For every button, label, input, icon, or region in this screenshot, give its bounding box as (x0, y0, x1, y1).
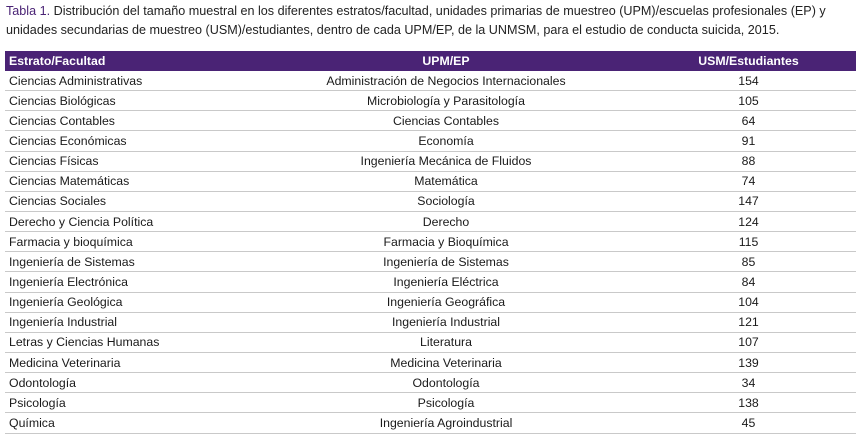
table-row (5, 151, 856, 171)
cell-usm: 64 (641, 111, 856, 131)
cell-upm: Literatura (251, 332, 641, 352)
cell-estrato: Ciencias Sociales (5, 191, 251, 211)
cell-usm: 115 (641, 232, 856, 252)
table-row (5, 352, 856, 372)
cell-usm: 74 (641, 171, 856, 191)
caption-label: Tabla 1. (6, 4, 51, 18)
cell-estrato: Farmacia y bioquímica (5, 232, 251, 252)
cell-estrato: Letras y Ciencias Humanas (5, 332, 251, 352)
cell-usm: 154 (641, 71, 856, 91)
cell-estrato: Ciencias Administrativas (5, 71, 251, 91)
sample-size-table (5, 51, 856, 434)
table-row (5, 211, 856, 231)
table-caption (6, 2, 856, 40)
cell-usm: 85 (641, 252, 856, 272)
cell-usm: 124 (641, 211, 856, 231)
cell-estrato: Ciencias Económicas (5, 131, 251, 151)
cell-estrato: Ingeniería Electrónica (5, 272, 251, 292)
cell-estrato: Derecho y Ciencia Política (5, 211, 251, 231)
cell-estrato: Psicología (5, 393, 251, 413)
header-estrato: Estrato/Facultad (5, 51, 251, 71)
cell-usm: 138 (641, 393, 856, 413)
cell-usm: 105 (641, 91, 856, 111)
table-row (5, 332, 856, 352)
cell-upm: Ingeniería de Sistemas (251, 252, 641, 272)
header-usm: USM/Estudiantes (641, 51, 856, 71)
cell-usm: 45 (641, 413, 856, 433)
cell-upm: Derecho (251, 211, 641, 231)
cell-usm: 107 (641, 332, 856, 352)
cell-upm: Medicina Veterinaria (251, 352, 641, 372)
cell-usm: 139 (641, 352, 856, 372)
cell-upm: Ingeniería Eléctrica (251, 272, 641, 292)
cell-upm: Farmacia y Bioquímica (251, 232, 641, 252)
table-row (5, 252, 856, 272)
table-row (5, 111, 856, 131)
cell-usm: 84 (641, 272, 856, 292)
cell-estrato: Ciencias Biológicas (5, 91, 251, 111)
header-upm: UPM/EP (251, 51, 641, 71)
table-row (5, 232, 856, 252)
cell-estrato: Ciencias Contables (5, 111, 251, 131)
cell-upm: Ingeniería Industrial (251, 312, 641, 332)
cell-upm: Matemática (251, 171, 641, 191)
cell-upm: Microbiología y Parasitología (251, 91, 641, 111)
cell-upm: Ingeniería Agroindustrial (251, 413, 641, 433)
cell-usm: 91 (641, 131, 856, 151)
table-row (5, 413, 856, 433)
table-row (5, 292, 856, 312)
cell-upm: Ciencias Contables (251, 111, 641, 131)
cell-upm: Odontología (251, 373, 641, 393)
cell-upm: Psicología (251, 393, 641, 413)
table-header-row (5, 51, 856, 71)
cell-usm: 34 (641, 373, 856, 393)
table-row (5, 191, 856, 211)
cell-upm: Ingeniería Mecánica de Fluidos (251, 151, 641, 171)
table-row (5, 71, 856, 91)
cell-usm: 121 (641, 312, 856, 332)
cell-usm: 147 (641, 191, 856, 211)
cell-usm: 104 (641, 292, 856, 312)
cell-estrato: Ciencias Físicas (5, 151, 251, 171)
table-row (5, 373, 856, 393)
cell-estrato: Química (5, 413, 251, 433)
cell-usm: 88 (641, 151, 856, 171)
cell-estrato: Ingeniería Geológica (5, 292, 251, 312)
table-row (5, 272, 856, 292)
table-row (5, 91, 856, 111)
caption-text: Distribución del tamaño muestral en los diferentes estratos/facultad, unidades primarias de muestreo (UPM)/escuelas profesionales (EP) y unidades secundarias de muestreo (USM)/estudiantes, dentro de cada UPM/EP, de la UNMSM, para el estudio de conducta suicida, 2015. (6, 4, 826, 37)
cell-estrato: Medicina Veterinaria (5, 352, 251, 372)
cell-upm: Sociología (251, 191, 641, 211)
cell-estrato: Ciencias Matemáticas (5, 171, 251, 191)
table-row (5, 171, 856, 191)
table-row (5, 131, 856, 151)
cell-upm: Economía (251, 131, 641, 151)
cell-estrato: Ingeniería Industrial (5, 312, 251, 332)
cell-upm: Ingeniería Geográfica (251, 292, 641, 312)
table-row (5, 393, 856, 413)
cell-estrato: Ingeniería de Sistemas (5, 252, 251, 272)
table-row (5, 312, 856, 332)
cell-upm: Administración de Negocios Internacionales (251, 71, 641, 91)
cell-estrato: Odontología (5, 373, 251, 393)
